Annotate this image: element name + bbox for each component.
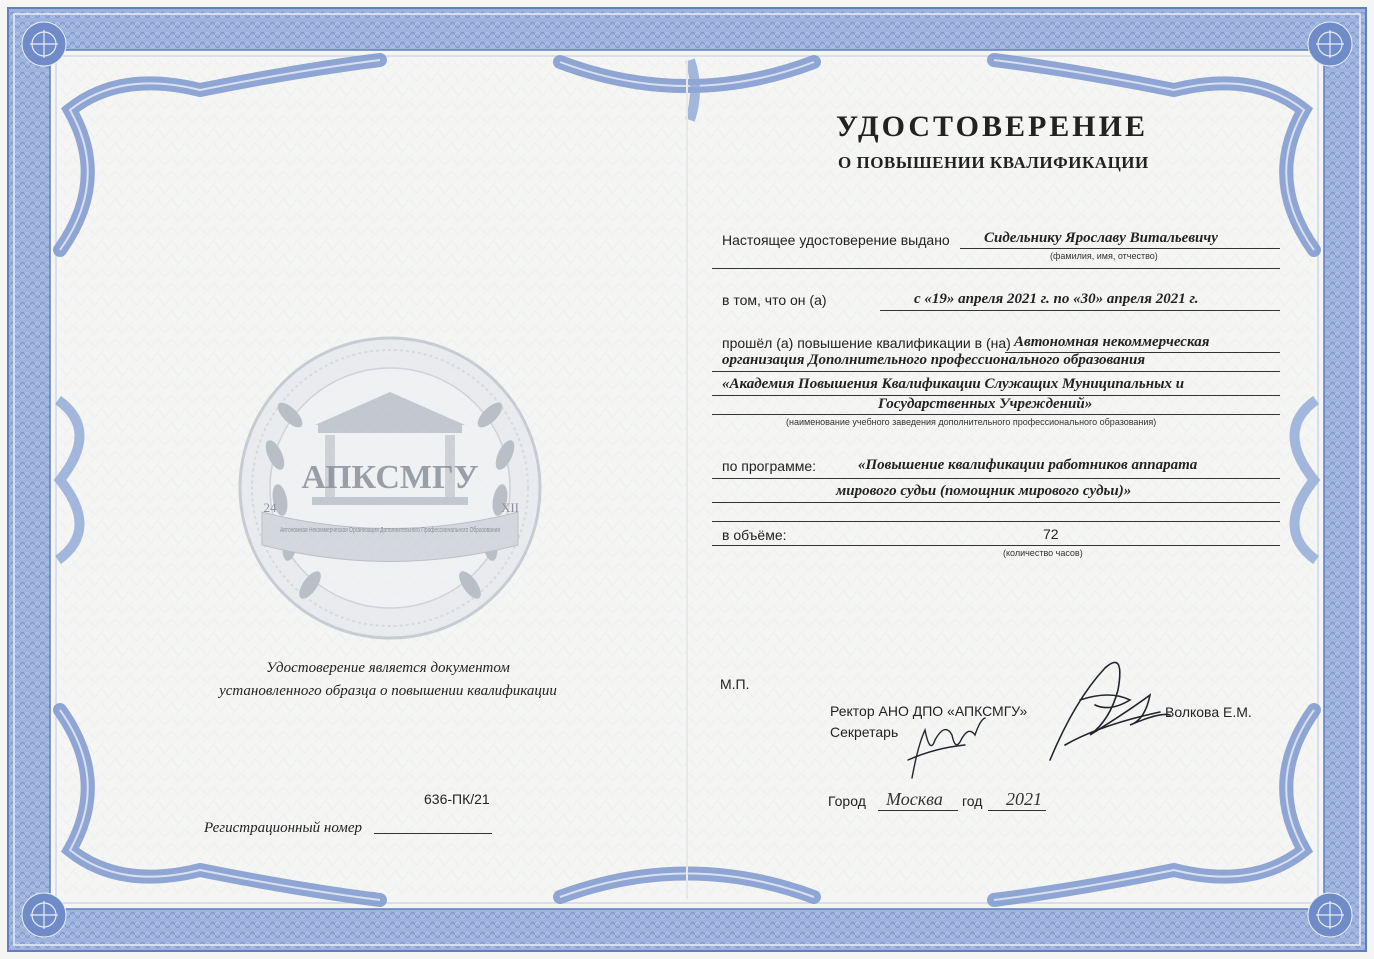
program-line1: «Повышение квалификации работников аппарата (858, 457, 1198, 473)
registration-label: Регистрационный номер (204, 820, 363, 836)
registration-number: 636-ПК/21 (424, 791, 490, 807)
seal-right-badge: XII (500, 500, 520, 515)
period-value: с «19» апреля 2021 г. по «30» апреля 2021 г. (914, 291, 1199, 307)
organization-line3: «Академия Повышения Квалификации Служащих Муниципальных и (722, 376, 1185, 392)
program-line2: мирового судьи (помощник мирового судьи)» (836, 483, 1132, 499)
organization-line1: Автономная некоммерческая (1014, 334, 1210, 350)
seal-monogram: АПКСМГУ (301, 459, 479, 496)
volume-label: в объёме: (722, 527, 787, 543)
year-label: год (962, 793, 983, 809)
program-label: по программе: (722, 458, 817, 474)
organization-line2: организация Дополнительного профессионального образования (722, 352, 1146, 368)
document-title: УДОСТОВЕРЕНИЕ (836, 110, 1148, 143)
year-value: 2021 (1006, 789, 1042, 809)
city-underline (878, 810, 958, 811)
city-value: Москва (886, 789, 943, 809)
year-underline (988, 810, 1046, 811)
seal-ribbon-text: Автономная Некоммерческая Организация Дополнительного Профессионального Образования (280, 527, 594, 534)
issued-caption: (фамилия, имя, отчество) (1050, 251, 1158, 261)
issued-name: Сидельнику Ярославу Витальевичу (984, 230, 1218, 246)
secretary-signature (908, 718, 985, 778)
volume-caption: (количество часов) (1003, 548, 1083, 558)
document-subtitle: О ПОВЫШЕНИИ КВАЛИФИКАЦИИ (838, 153, 1149, 172)
seal-left-badge: 24 (263, 500, 277, 515)
rector-name: Волкова Е.М. (1165, 704, 1252, 720)
registration-underline (374, 833, 492, 834)
legal-note-line2: установленного образца о повышении квалификации (219, 683, 557, 699)
organization-label: прошёл (а) повышение квалификации в (на) (722, 335, 1011, 351)
stamp-place: М.П. (720, 676, 750, 692)
legal-note-line1: Удостоверение является документом (266, 660, 510, 676)
rector-signature (1050, 662, 1170, 760)
issued-label: Настоящее удостоверение выдано (722, 232, 950, 248)
city-label: Город (828, 793, 866, 809)
organization-line4: Государственных Учреждений» (878, 396, 1093, 412)
organization-caption: (наименование учебного заведения дополнительного профессионального образования) (786, 417, 1157, 427)
volume-value: 72 (1043, 526, 1059, 542)
period-label: в том, что он (а) (722, 292, 827, 308)
rector-label: Ректор АНО ДПО «АПКСМГУ» (830, 703, 1028, 719)
secretary-label: Секретарь (830, 724, 899, 740)
